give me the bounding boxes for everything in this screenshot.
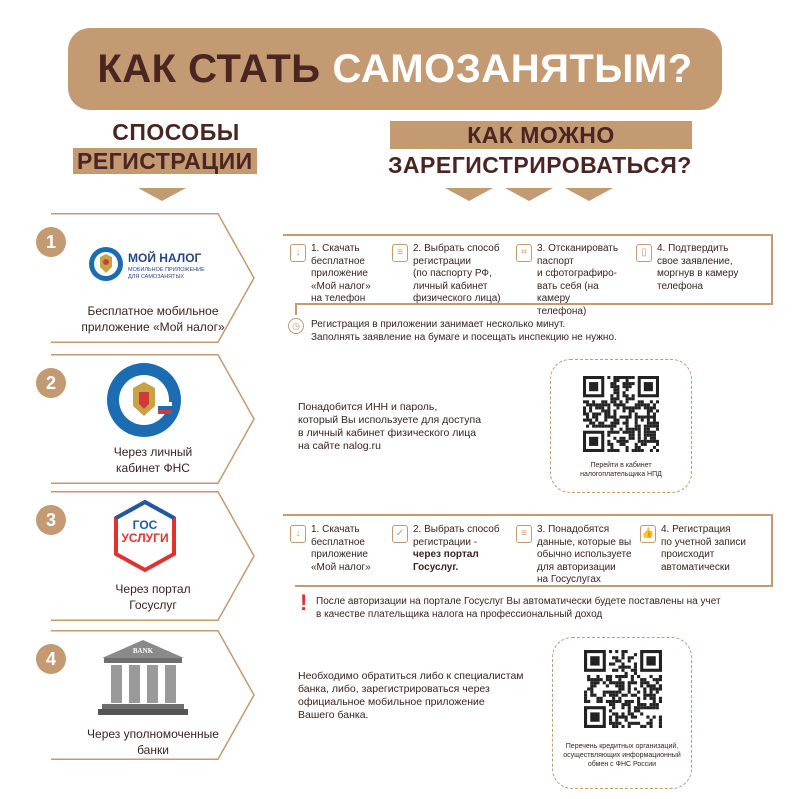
- method-caption-1-line2: приложение «Мой налог»: [81, 320, 225, 334]
- method-3-step-4: [640, 524, 768, 574]
- gosuslugi-text: [118, 519, 172, 545]
- qr-caption-2: Перейти в кабинет налогоплательщика НПД: [580, 462, 662, 478]
- left-header-line2-wrap: [73, 147, 257, 175]
- method-3-note: [316, 595, 766, 621]
- right-header-line2: ЗАРЕГИСТРИРОВАТЬСЯ?: [388, 152, 692, 178]
- method-3-step-4-text: 4. Регистрация по учетной записи происходит автоматически: [661, 524, 746, 573]
- moy-nalog-subtitle1: МОБИЛЬНОЕ ПРИЛОЖЕНИЕ: [128, 267, 205, 273]
- right-header-arrow-2: [505, 188, 553, 201]
- moy-nalog-title: МОЙ НАЛОГ: [128, 251, 202, 265]
- method-3-step-2: [392, 524, 510, 574]
- method-caption-3: [64, 581, 242, 613]
- smartphone-icon: ▯: [636, 244, 652, 262]
- right-header-arrow-1: [445, 188, 493, 201]
- method-number-1: 1: [36, 227, 66, 257]
- download-icon: ↓: [290, 525, 306, 543]
- thumbs-up-icon: 👍: [640, 525, 656, 543]
- method-caption-2-line1: Через личный: [113, 445, 193, 459]
- warning-icon: !: [300, 590, 308, 615]
- method-card-1: [36, 213, 238, 343]
- scan-icon: ⌗: [516, 244, 532, 262]
- qr-code-2[interactable]: [583, 376, 659, 452]
- method-number-3: 3: [36, 505, 66, 535]
- method-1-step-2: [392, 243, 512, 306]
- timeline-1-right: [771, 234, 773, 304]
- title-part2: САМОЗАНЯТЫМ?: [332, 46, 693, 91]
- method-3-note-line2: в качестве плательщика налога на профессиональный доход: [316, 609, 603, 620]
- left-header-line2: РЕГИСТРАЦИИ: [73, 148, 257, 174]
- title-part1: КАК СТАТЬ: [97, 46, 321, 91]
- method-1-note-line1: Регистрация в приложении занимает несколько минут.: [311, 319, 566, 330]
- method-caption-3-line2: Госуслуг: [129, 598, 177, 612]
- clock-icon: ◷: [288, 318, 304, 334]
- timeline-3-top: [283, 514, 773, 516]
- method-4-text: Необходимо обратиться либо к специалистам банка, либо, зарегистрироваться через официальное мобильное приложение Вашего банка.: [298, 670, 524, 721]
- method-caption-4-line2: банки: [137, 743, 169, 757]
- method-caption-1: [64, 303, 242, 335]
- right-header-line1: КАК МОЖНО: [467, 122, 615, 148]
- method-number-2: 2: [36, 368, 66, 398]
- method-1-step-4: [636, 243, 766, 293]
- method-caption-2: [64, 444, 242, 476]
- method-card-4: [36, 630, 238, 760]
- method-card-2: [36, 354, 238, 484]
- checkmark-icon: ✓: [392, 525, 408, 543]
- timeline-3-right: [771, 514, 773, 586]
- qr-code-4[interactable]: [584, 650, 662, 728]
- method-3-step-3: [516, 524, 636, 587]
- method-1-step-1-text: 1. Скачать бесплатное приложение «Мой налог» на телефон: [311, 243, 371, 304]
- fns-emblem-icon: [88, 243, 124, 285]
- method-3-note-line1: После авторизации на портале Госуслуг Вы автоматически будете поставлены на учет: [316, 596, 721, 607]
- qr-box-2[interactable]: [550, 359, 692, 493]
- method-3-step-1-text: 1. Скачать бесплатное приложение «Мой налог»: [311, 524, 371, 573]
- method-3-step-1: [290, 524, 390, 574]
- fns-emblem-icon: [106, 362, 182, 438]
- method-1-step-1: [290, 243, 390, 306]
- method-3-step-3-text: 3. Понадобятся данные, которые вы обычно используете для авторизации на Госуслугах: [537, 524, 632, 585]
- method-1-note: [311, 318, 751, 344]
- right-header-arrow-3: [565, 188, 613, 201]
- method-3-step-2-text: 2. Выбрать способ регистрации - через портал Госуслуг.: [413, 524, 500, 573]
- method-caption-4: [64, 726, 242, 758]
- method-1-step-3: [516, 243, 634, 318]
- method-1-step-4-text: 4. Подтвердить свое заявление, моргнув в камеру телефона: [657, 243, 739, 292]
- moy-nalog-subtitle2: ДЛЯ САМОЗАНЯТЫХ: [128, 274, 185, 280]
- method-number-4: 4: [36, 644, 66, 674]
- moy-nalog-logo: [88, 243, 238, 289]
- document-icon: ≡: [516, 525, 532, 543]
- gosuslugi-line2: УСЛУГИ: [121, 531, 169, 545]
- timeline-1-top: [283, 234, 773, 236]
- method-1-step-2-text: 2. Выбрать способ регистрации (по паспорту РФ, личный кабинет физического лица): [413, 243, 501, 304]
- method-1-step-3-text: 3. Отсканировать паспорт и сфотографиро- вать себя (на камеру телефона): [537, 243, 619, 317]
- method-caption-1-line1: Бесплатное мобильное: [87, 304, 219, 318]
- method-caption-4-line1: Через уполномоченные: [87, 727, 219, 741]
- method-caption-3-line1: Через портал: [115, 582, 191, 596]
- bank-label: BANK: [132, 647, 154, 655]
- left-header: [101, 118, 251, 146]
- method-2-text: Понадобится ИНН и пароль, который Вы используете для доступа в личный кабинет физического лица на сайте nalog.ru: [298, 401, 482, 452]
- gosuslugi-line1: ГОС: [132, 518, 158, 532]
- qr-box-4[interactable]: [552, 637, 692, 789]
- qr-caption-4: Перечень кредитных организаций, осуществляющих информационный обмен с ФНС России: [563, 743, 681, 768]
- left-header-arrow: [138, 188, 186, 201]
- title-banner: [68, 28, 722, 110]
- method-1-note-line2: Заполнять заявление на бумаге и посещать инспекцию не нужно.: [311, 332, 617, 343]
- left-header-line1: СПОСОБЫ: [112, 119, 240, 145]
- document-icon: ≡: [392, 244, 408, 262]
- method-card-3: [36, 491, 238, 621]
- download-icon: ↓: [290, 244, 306, 262]
- method-caption-2-line2: кабинет ФНС: [116, 461, 190, 475]
